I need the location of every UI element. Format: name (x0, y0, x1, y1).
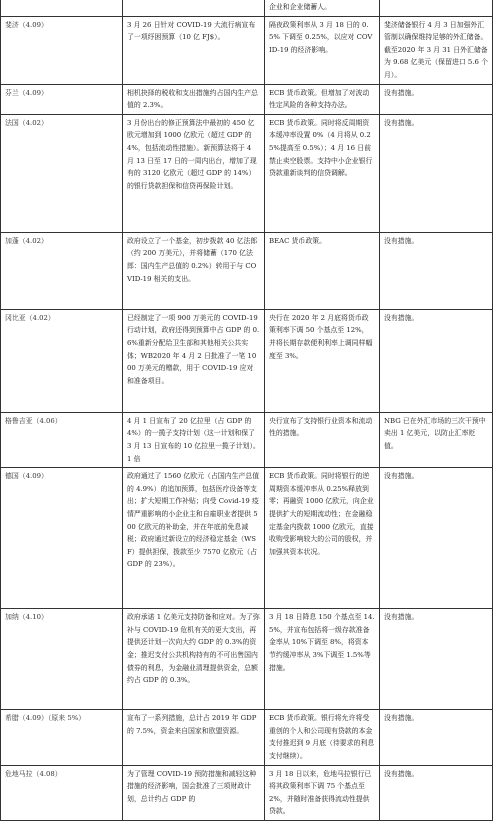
monetary-measures-cell: ECB 货币政策。同时将银行的逆周期资本缓冲率从 0.25%释放到零；再融资 1000 亿欧元，向企业提供扩大的短期流动性；在金融稳定基金内拨款 1000 亿欧元，直接收购受影响较大的公司的股权，并加强其资本状况。 (265, 468, 380, 609)
fiscal-measures-cell: 为了管理 COVID-19 预防措施和减轻这种措施的经济影响，国会批准了三项财政计划，总计约占 GDP 的 (123, 765, 265, 820)
country-cell: 德国（4.09） (1, 468, 123, 609)
fiscal-measures-cell: 3 月份出台的修正预算法中最初的 450 亿欧元增加到 1000 亿欧元（超过 GDP 的 4%，包括流动性措施）。新预算法将于 4 月 13 日至 17 日的一周内出台，增加了现有的 3120 亿欧元（超过 GDP 的 14%）的银行贷款担保和信贷再保险计划。 (123, 114, 265, 232)
fx-measures-cell: 没有措施。 (380, 710, 493, 765)
monetary-measures-cell: 央行在 2020 年 2 月底将货币政策利率下调 50 个基点至 12%，并将长期存款便利利率上调同样幅度至 3%。 (265, 309, 380, 412)
country-cell: 加纳（4.10） (1, 609, 123, 710)
table-row (1, 84, 493, 114)
monetary-measures-cell: 央行宣布了支持银行业资本和流动性的措施。 (265, 412, 380, 467)
fx-measures-cell: 没有措施。 (380, 114, 493, 232)
fx-measures-cell: 没有措施。 (380, 309, 493, 412)
monetary-measures-cell: 3 月 18 日降息 150 个基点至 14.5%，并宣布包括将一级存款准备金率从 10%下调至 8%，将资本节约缓冲率从 3%下调至 1.5%等措施。 (265, 609, 380, 710)
fiscal-measures-cell: 政府通过了 1560 亿欧元（占国内生产总值的 4.9%）的追加预算，包括医疗设备等支出；扩大短期工作补贴；向受 Covid-19 疫情严重影响的小企业主和自雇职业者提供 500 亿欧元的补助金，并在年底前免息减税；政府通过新设立的经济稳定基金（WSF）提供担保，拨款至少 7570 亿欧元（占 GDP 的 23%）。 (123, 468, 265, 609)
monetary-measures-cell: ECB 货币政策。同时将反周期资本缓冲率设置 0%（4 月将从 0.25%提高至 0.5%）；4 月 16 日前禁止卖空股票。支持中小企业银行贷款重新谈判的信贷调解。 (265, 114, 380, 232)
monetary-measures-cell: ECB 货币政策。银行将允许将受重创的个人和公司现有贷款的本金支付推迟到 9 月底（待要求的利息支付继续）。 (265, 710, 380, 765)
country-cell: 加蓬（4.02） (1, 232, 123, 309)
country-cell: 格鲁吉亚（4.06） (1, 412, 123, 467)
fiscal-measures-cell: 已经制定了一项 900 万美元的 COVID-19 行动计划，政府还得到预算中占 GDP 的 0.6%重新分配给卫生部和其他相关公共实体；WB2020 年 4 月 2 日批准了一笔 1000 万美元的赠款，用于 COVID-19 应对和准备项目。 (123, 309, 265, 412)
table-row (1, 232, 493, 309)
monetary-measures-cell: 隔夜政策利率从 3 月 18 日的 0.5% 下调至 0.25%，以应对 COVID-19 的经济影响。 (265, 16, 380, 84)
table-row (1, 16, 493, 84)
monetary-measures-cell: BEAC 货币政策。 (265, 232, 380, 309)
table-row (1, 710, 493, 765)
fiscal-measures-cell: 政府设立了一个基金，初步拨款 40 亿法郎（约 200 万美元），并将储蓄（170 亿法郎：国内生产总值的 0.2%）转用于与 COVID-19 相关的支出。 (123, 232, 265, 309)
table-row (1, 468, 493, 609)
fx-measures-cell: 没有措施。 (380, 765, 493, 820)
fx-measures-cell: 斐济储备银行 4 月 3 日加强外汇管制以确保维持足够的外汇储备。截至2020 年 3 月 31 日外汇储备为 9.68 亿美元（保留进口 5.6 个月）。 (380, 16, 493, 84)
monetary-measures-cell: 3 月 18 日以来，危地马拉银行已将其政策利率下调 75 个基点至 2%，并随时准备获得流动性提供贷款。 (265, 765, 380, 820)
fiscal-measures-cell: 相机抉择的税收和支出措施约占国内生产总值的 2.3%。 (123, 84, 265, 114)
table-row (1, 609, 493, 710)
table-row (1, 309, 493, 412)
country-cell (1, 0, 123, 16)
fiscal-measures-cell: 政府承诺 1 亿美元支持防备和应对。为了弥补与 COVID-19 危机有关的更大支出，再提供还计划一次向大约 GDP 的 0.3%的资金；推迟支付公共机构持有的不可出售国内债券的利息，为金融业清理提供资金，总额约占 GDP 的 0.3%。 (123, 609, 265, 710)
fiscal-measures-cell: 3 月 26 日针对 COVID-19 大流行病宣布了一项纾困预算（10 亿 FJ$）。 (123, 16, 265, 84)
country-cell: 冈比亚（4.02） (1, 309, 123, 412)
fx-measures-cell: NBG 已在外汇市场的三次干预中卖出 1 亿美元，以防止汇率贬值。 (380, 412, 493, 467)
country-cell: 法国（4.02） (1, 114, 123, 232)
fx-measures-cell: 没有措施。 (380, 468, 493, 609)
monetary-measures-cell: ECB 货币政策。但增加了对波动性定风险的各种支持办法。 (265, 84, 380, 114)
table-row (1, 412, 493, 467)
fx-measures-cell: 没有措施。 (380, 232, 493, 309)
monetary-measures-cell: 企业和企业储蓄人。 (265, 0, 380, 16)
table-row (1, 0, 493, 16)
country-cell: 危地马拉（4.08） (1, 765, 123, 820)
fx-measures-cell: 没有措施。 (380, 609, 493, 710)
fiscal-measures-cell (123, 0, 265, 16)
country-cell: 芬兰（4.09） (1, 84, 123, 114)
fiscal-measures-cell: 4 月 1 日宣布了 20 亿拉里（占 GDP 的 4%）的一揽子支持计划（这一计划和保了 3 月 13 日宣布的 10 亿拉里一揽子计划）。1 倍 (123, 412, 265, 467)
country-cell: 希腊（4.09）（原来 5%） (1, 710, 123, 765)
table-row (1, 114, 493, 232)
fx-measures-cell (380, 0, 493, 16)
fiscal-measures-cell: 宣布了一系列措施，总计占 2019 年 GDP 的 7.5%，资金来自国家和欧盟资源。 (123, 710, 265, 765)
country-cell: 斐济（4.09） (1, 16, 123, 84)
table-row (1, 765, 493, 820)
fx-measures-cell: 没有措施。 (380, 84, 493, 114)
